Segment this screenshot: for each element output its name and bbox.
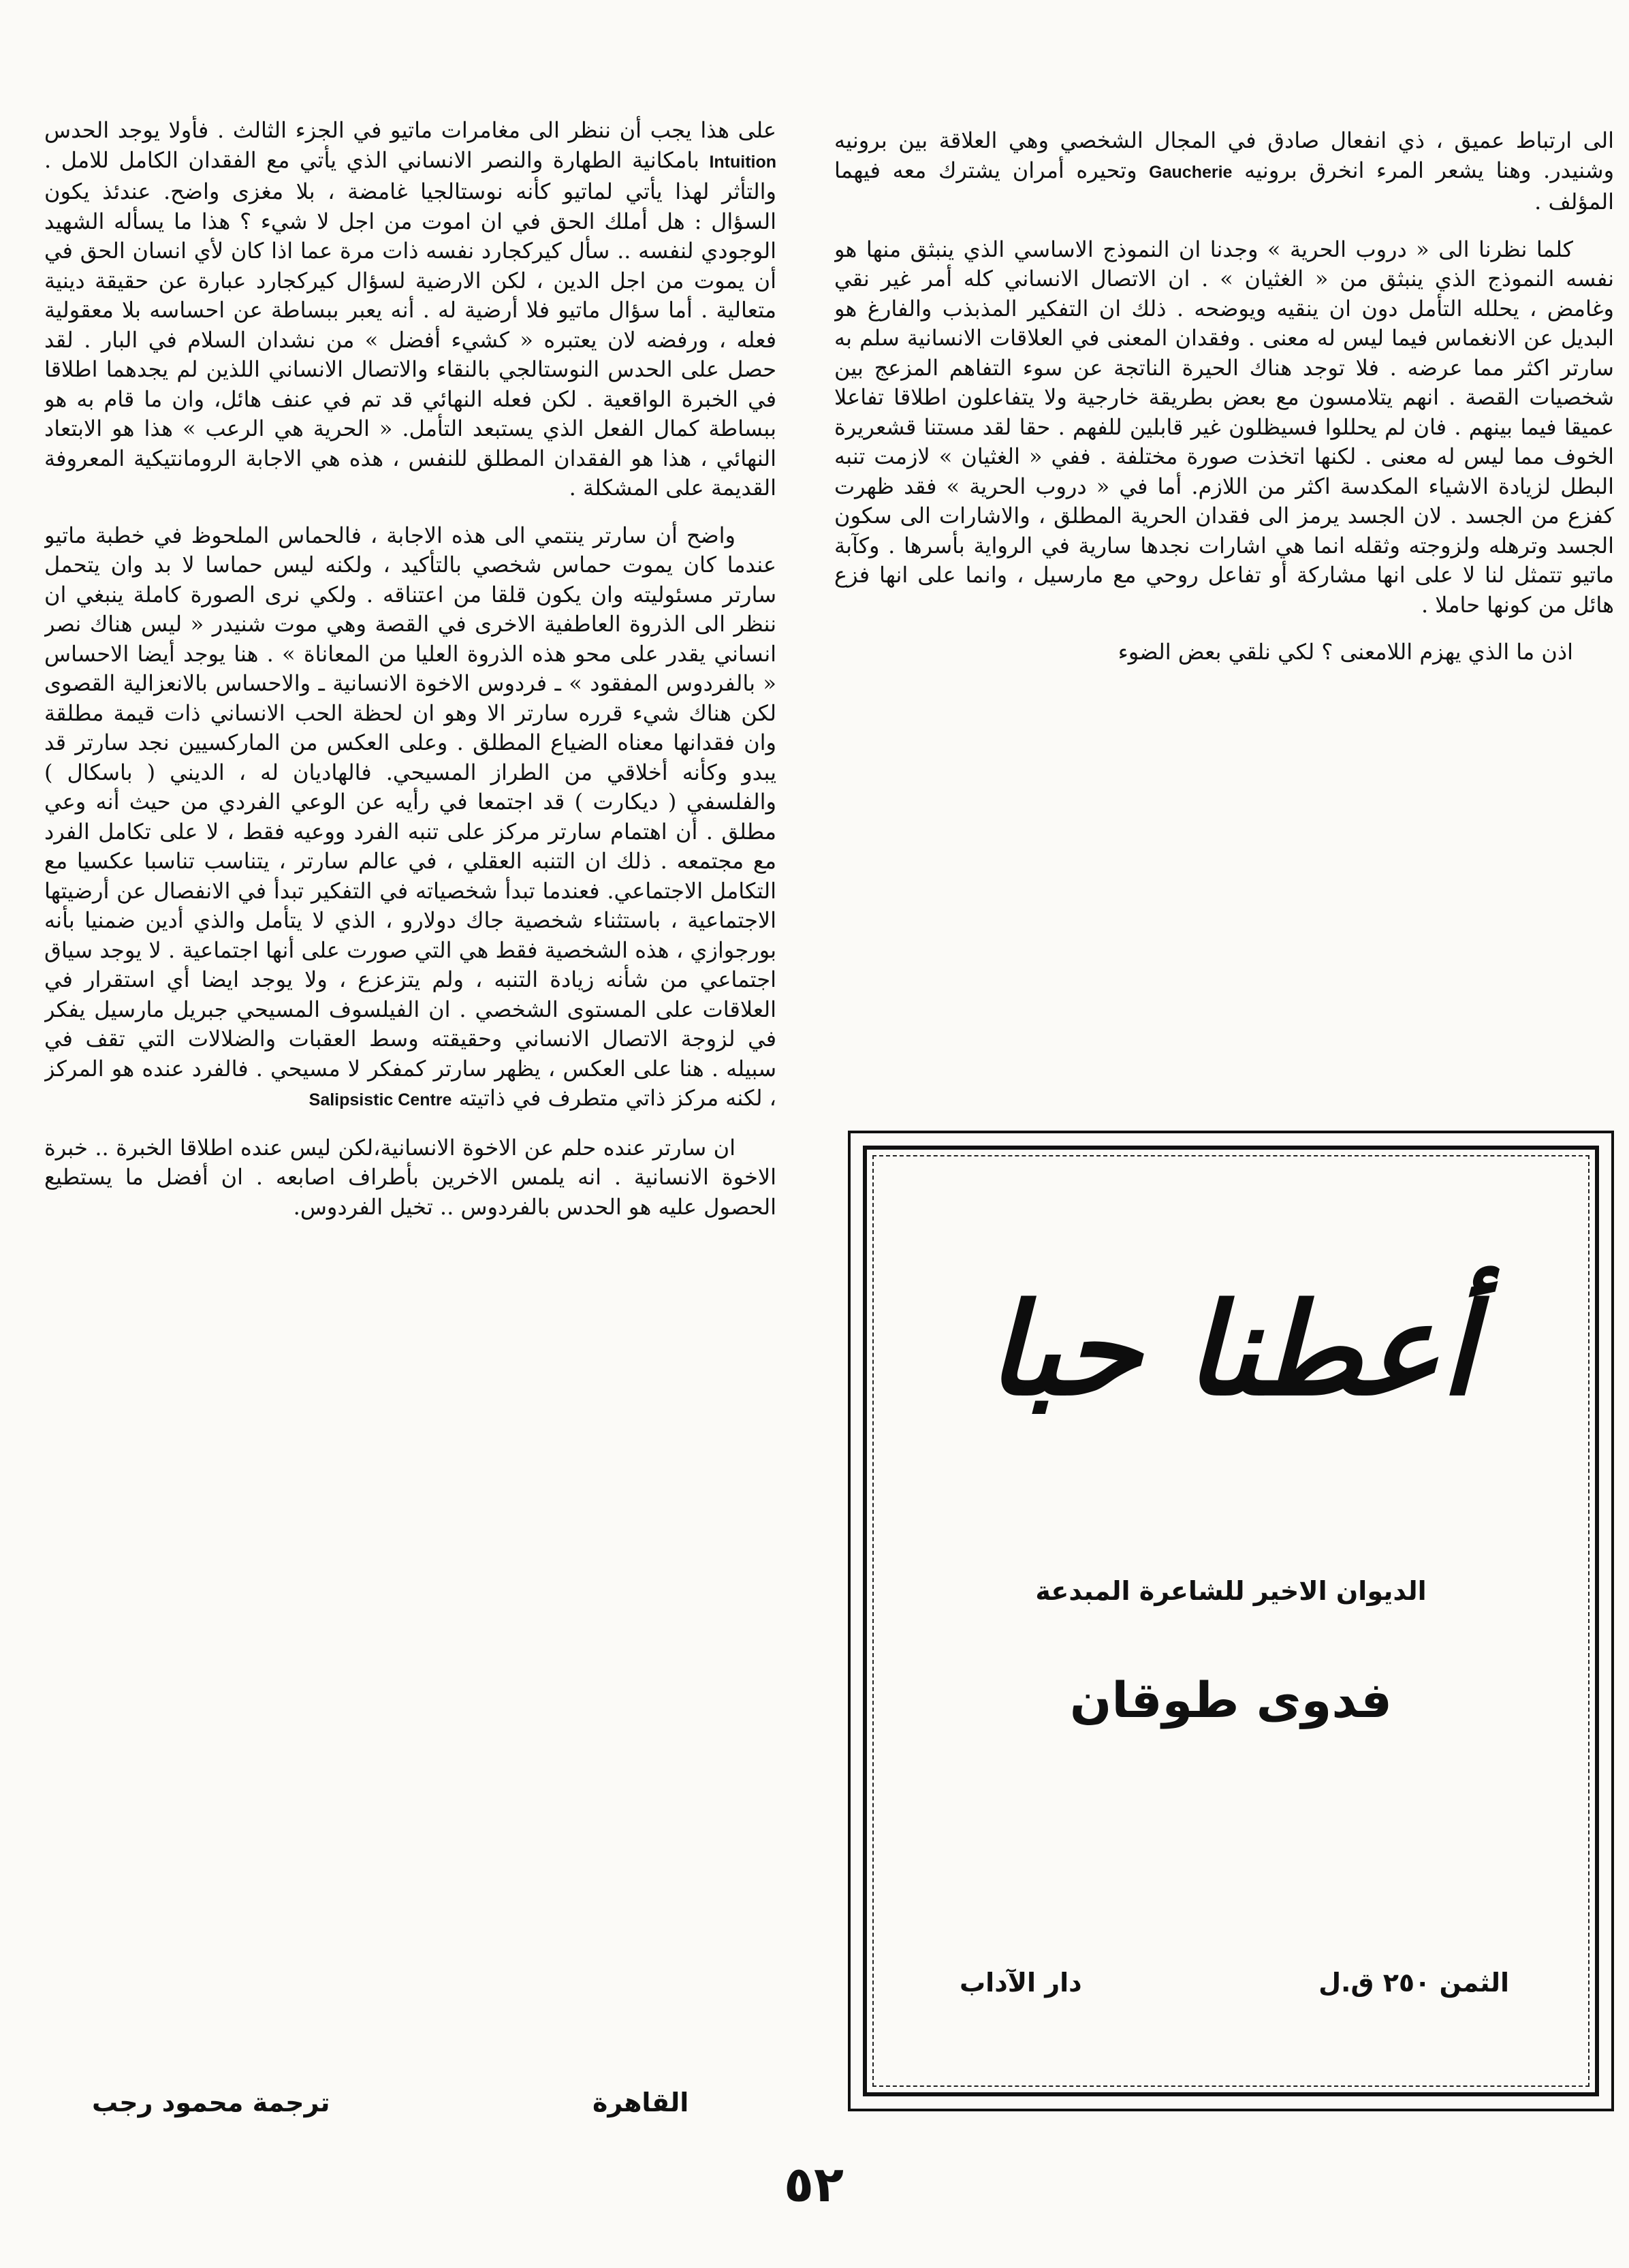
ad-subtitle: الديوان الاخير للشاعرة المبدعة: [1035, 1576, 1427, 1606]
article-paragraph: [44, 116, 776, 503]
book-advertisement: [848, 1131, 1614, 2111]
paragraph-text: بامكانية الطهارة والنصر الانساني الذي يأتي مع الفقدان الكامل للامل . والتأثر لهذا يأتي لماتيو كأنه نوستالجيا غامضة ، بلا مغزى واضح. عندئذ يكون السؤال : هل أملك الحق في ان اموت من اجل لا شيء ؟ هذا ما يسأله الشهيد الوجودي لنفسه .. سأل كيركجارد نفسه ذات مرة عما اذا كان لأي انسان الحق في أن يموت من اجل الدين ، لكن الارضية لسؤال كيركجارد عبارة عن حقيقة دينية متعالية . أما سؤال ماتيو فلا أرضية له . أنه يعبر ببساطة عن احساسه بلا معقولية فعله ، ورفضه لان يعتبره « كشيء أفضل » من نشدان السلام في البار . لقد حصل على الحدس النوستالجي بالنقاء والاتصال الانساني اللذين لم يجدهما اطلاقا في الخبرة الواقعية . لكن فعله النهائي قد تم في عنف هائل، وان ما قام به هو ببساطة كمال الفعل الذي يستبعد التأمل. « الحرية هي الرعب » هذا هو الابتعاد النهائي ، هذا هو الفقدان المطلق للنفس ، هذه هي الاجابة الرومانتيكية المعروفة القديمة على المشكلة .: [44, 146, 776, 501]
latin-term: Intuition: [709, 152, 776, 172]
article-left-column: [44, 116, 776, 2057]
paragraph-text: الى ارتباط عميق ، ذي انفعال صادق في المجال الشخصي وهي العلاقة بين برونيه وشنيدر. وهنا يشعر المرء انخرق برونيه: [834, 127, 1614, 183]
article-paragraph: اذن ما الذي يهزم اللامعنى ؟ لكي نلقي بعض الضوء: [1118, 639, 1573, 665]
paragraph-text: على هذا يجب أن ننظر الى مغامرات ماتيو في الجزء الثالث . فأولا يوجد الحدس: [44, 117, 776, 143]
page-number: ٥٢: [784, 2156, 844, 2213]
ad-publisher: دار الآداب: [960, 1968, 1082, 1998]
ad-price: الثمن ٢٥٠ ق.ل: [1318, 1968, 1509, 1998]
article-right-column: [834, 126, 1614, 1103]
paragraph-text: وتحيره أمران يشترك معه فيهما المؤلف .: [834, 157, 1614, 215]
latin-term: Gaucherie: [1149, 162, 1233, 182]
article-paragraph: [834, 126, 1614, 217]
latin-term: Salipsistic Centre: [309, 1090, 452, 1109]
article-paragraph: كلما نظرنا الى « دروب الحرية » وجدنا ان النموذج الاساسي الذي ينبثق منها هو نفسه النموذج الذي ينبثق من « الغثيان » . ان الاتصال الانساني كله أمر غير نقي وغامض ، يحلله التأمل دون ان ينقيه ويوضحه . ذلك ان التفكير المذبذب والفارغ هو البديل عن الانغماس فيما ليس له معنى . وفقدان المعنى في العلاقات الانسانية سلم به سارتر اكثر مما عرضه . فلا توجد هناك الحيرة الناتجة عن سوء التفاهم المزعج بين شخصيات القصة . انهم يتلامسون مع بعض بطريقة خارجية ولا يتفاعلون اطلاقا تفاعلا عميقا فيما بينهم . فان لم يحللوا فسيظلون غير قابلين للفهم . حقا لقد مستنا قشعريرة الخوف مما ليس له معنى . لكنها اتخذت صورة مختلفة . ففي « الغثيان » لازمت تنبه البطل لزيادة الاشياء المكدسة اكثر من اللازم. أما في « دروب الحرية » فقد ظهرت كفزع من الجسد . لان الجسد يرمز الى فقدان الحرية المطلق ، والاشارات الى سكون الجسد وترهله ولزوجته وثقله انما هي اشارات نجدها سارية في الرواية بأسرها . وكآبة ماتيو تتمثل لنا لا على انها مشاركة أو تفاعل روحي مع مارسيل ، وانما على انها فزع هائل من كونها حاملا .: [834, 236, 1614, 618]
article-paragraph: [44, 521, 776, 1116]
ad-book-title: أعطنا حبا: [987, 1276, 1475, 1423]
footer-translator: ترجمة محمود رجب: [92, 2088, 330, 2117]
footer-city: القاهرة: [592, 2088, 689, 2117]
paragraph-text: واضح أن سارتر ينتمي الى هذه الاجابة ، فالحماس الملحوظ في خطبة ماتيو عندما كان يموت حماس شخصي بالتأكيد ، ولكنه ليس حماسا لا بد وان يتحمل سارتر مسئوليته وان يكون قلقا من اعتناقه . ولكي نرى الصورة كاملة ينبغي ان ننظر الى الذروة العاطفية الاخرى في القصة وهي موت شنيدر « ليس هناك نصر انساني يقدر على محو هذه الذروة العليا من المعاناة » . هنا يوجد أيضا الاحساس « بالفردوس المفقود » ـ فردوس الاخوة الانسانية ـ والاحساس بالانعزالية القصوى لكن هناك شيء قرره سارتر الا وهو ان لحظة الحب الانساني ذات قيمة مطلقة وان فقدانها معناه الضياع المطلق . وعلى العكس من الماركسيين نجد سارتر قد يبدو وكأنه أخلاقي من الطراز المسيحي. فالهاديان له ، الديني ( باسكال ) والفلسفي ( ديكارت ) قد اجتمعا في رأيه عن الوعي الفردي من حيث أنه وعي مطلق . أن اهتمام سارتر مركز على تنبه الفرد ووعيه فقط ، لا على تكامل الفرد مع مجتمعه . ذلك ان التنبه العقلي ، في عالم سارتر ، يتناسب تناسبا عكسيا مع التكامل الاجتماعي. فعندما تبدأ شخصياته في التفكير تبدأ في الانفصال عن أرضيتها الاجتماعية ، باستثناء شخصية جاك دولارو ، الذي لا يتأمل والذي أدين ضمنيا بأنه بورجوازي ، هذه الشخصية فقط هي التي صورت على أنها اجتماعية . لا يوجد سياق اجتماعي من شأنه زيادة التنبه ، ولم يتزعزع ، ولا يوجد ايضا أي استقرار في العلاقات على المستوى الشخصي . ان الفيلسوف المسيحي جبريل مارسيل يفكر في لزوجة الاتصال الانساني وحقيقته وسط العقبات والضلالات التي تقف في سبيله . هنا على العكس ، يظهر سارتر كمفكر لا مسيحي . فالفرد عنده هو المركز ، لكنه مركز ذاتي متطرف في ذاتيته: [44, 522, 776, 1111]
article-paragraph: ان سارتر عنده حلم عن الاخوة الانسانية،لكن ليس عنده اطلاقا الخبرة .. خبرة الاخوة الانسانية . انه يلمس الاخرين بأطراف اصابعه . ان أفضل ما يستطيع الحصول عليه هو الحدس بالفردوس .. تخيل الفردوس.: [44, 1134, 776, 1220]
ad-author: فدوى طوقان: [1069, 1671, 1393, 1729]
